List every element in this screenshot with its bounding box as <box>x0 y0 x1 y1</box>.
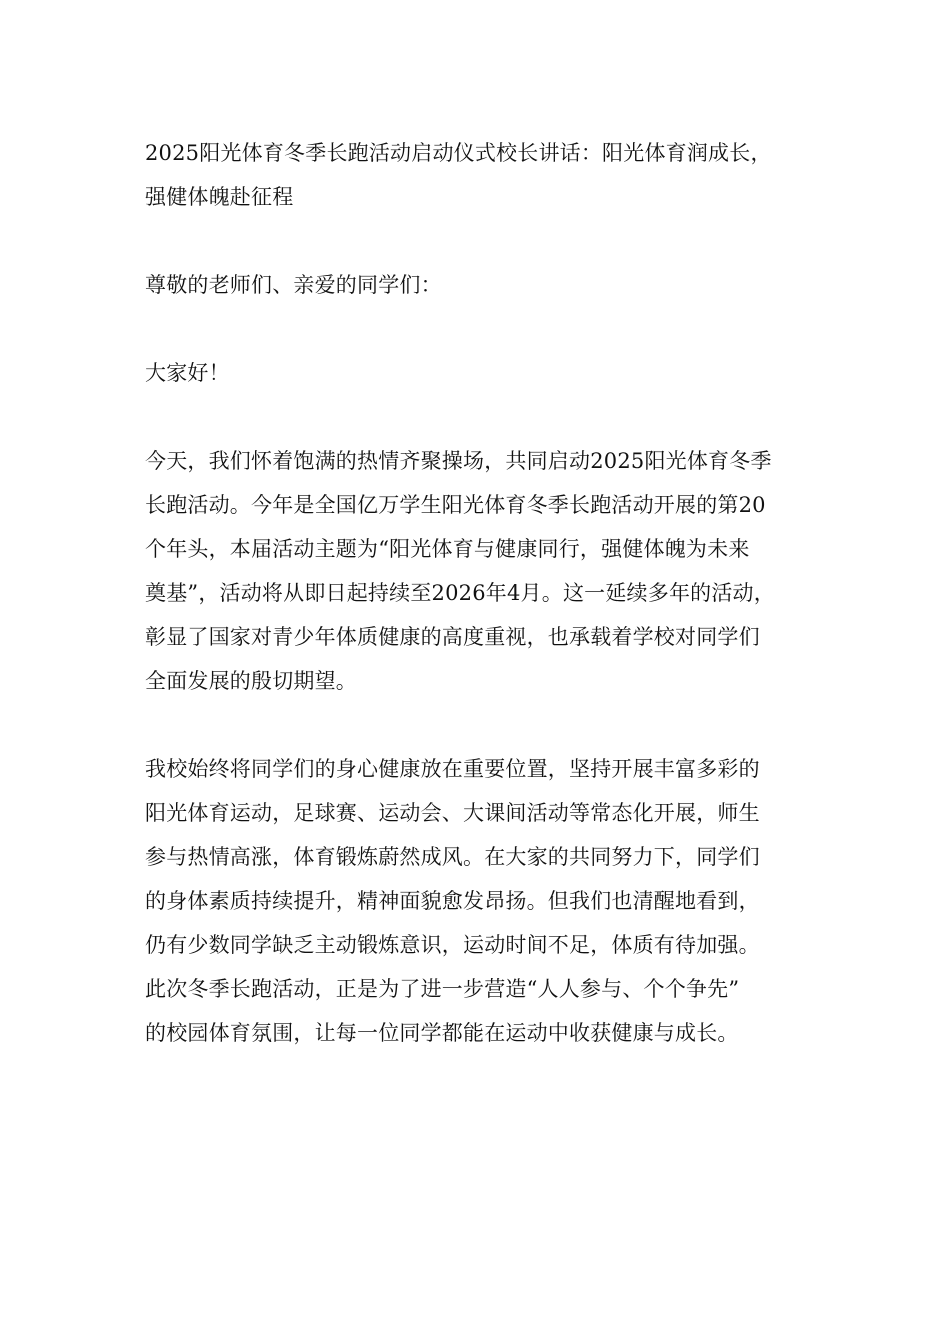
paragraph-2: 我校始终将同学们的身心健康放在重要位置，坚持开展丰富多彩的 阳光体育运动，足球赛、运动会、大课间活动等常态化开展，师生 参与热情高涨，体育锻炼蔚然成风。在大家的共同努力下，同学们 的身体素质持续提升，精神面貌愈发昂扬。但我们也清醒地看到， 仍有少数同学缺乏主动锻炼意识，运动时间不足，体质有待加强。 此次冬季长跑活动，正是为了进一步营造“人人参与、个个争先” 的校园体育氛围，让每一位同学都能在运动中收获健康与成长。 <box>145 757 760 1045</box>
document-body <box>145 131 825 1055</box>
salutation: 尊敬的老师们、亲爱的同学们： <box>145 273 442 297</box>
greeting: 大家好！ <box>145 361 230 385</box>
document-title: 2025阳光体育冬季长跑活动启动仪式校长讲话：阳光体育润成长， 强健体魄赴征程 <box>145 141 772 209</box>
paragraph-1: 今天，我们怀着饱满的热情齐聚操场，共同启动2025阳光体育冬季 长跑活动。今年是全国亿万学生阳光体育冬季长跑活动开展的第20 个年头，本届活动主题为“阳光体育与健康同行，强健体魄为未来 奠基”，活动将从即日起持续至2026年4月。这一延续多年的活动， 彰显了国家对青少年体质健康的高度重视，也承载着学校对同学们 全面发展的殷切期望。 <box>145 449 775 693</box>
